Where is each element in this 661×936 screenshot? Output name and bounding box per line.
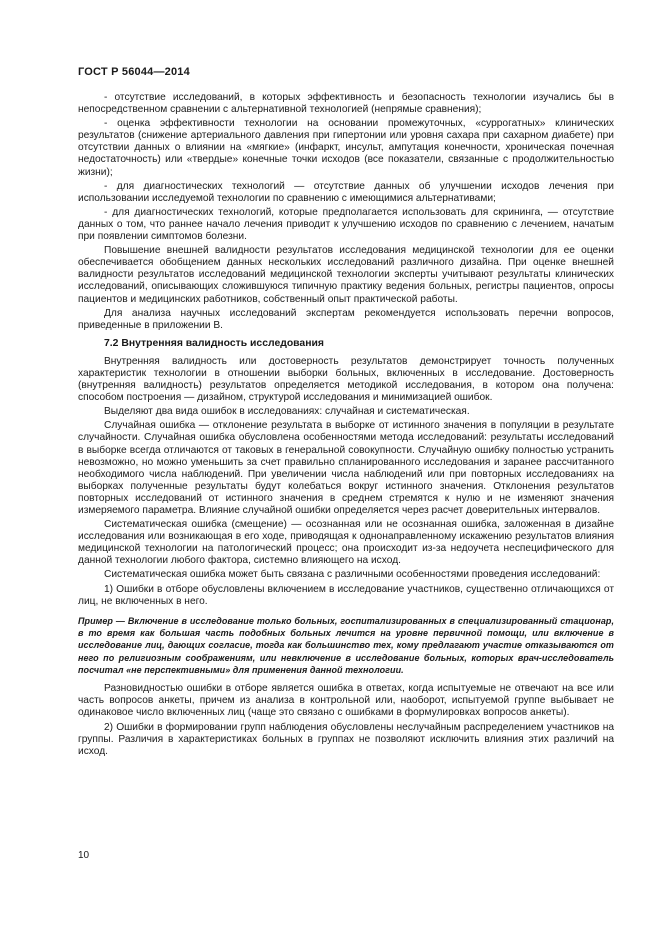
paragraph: - отсутствие исследований, в которых эффективность и безопасность технологии изучались бы в непосредственном сравнении с альтернативной технологией (непрямые сравнения); [78, 92, 614, 116]
paragraph: - для диагностических технологий, которые предполагается использовать для скрининга, — отсутствие данных о том, что раннее начало лечения приводит к улучшению исходов по сравнению с лечением, начатым при появлении симптомов болезни. [78, 206, 614, 243]
paragraph: 1) Ошибки в отборе обусловлены включением в исследование участников, существенно отличающихся от лиц, не включенных в него. [78, 583, 614, 607]
paragraph: Выделяют два вида ошибок в исследованиях: случайная и систематическая. [104, 406, 470, 418]
paragraph: Случайная ошибка — отклонение результата в выборке от истинного значения в популяции в результате случайности. Случайная ошибка обусловлена особенностями метода исследований: результаты исследований в выборке всегда отличаются от таковых в генеральной совокупности. Случайную ошибку полностью устранить невозможно, но можно уменьшить за счет правильно спланированного исследования и заранее рассчитанного необходимого числа наблюдений. При увеличении числа наблюдений или при повторных исследованиях на выборках полученные результаты будут колебаться вокруг истинного значения. Отклонения результатов повторных исследований от истинного значения в среднем стремятся к нулю и не изменяют значения измеряемого параметра. Влияние случайной ошибки определяется через расчет доверительных интервалов. [78, 420, 614, 516]
paragraph: Повышение внешней валидности результатов исследования медицинской технологии для ее оценки обеспечивается обобщением данных нескольких исследований различного дизайна. При оценке внешней валидности результатов исследований медицинской технологии эксперты учитывают результаты клинических исследований, описывающих сложившуюся типичную практику ведения больных, регистры пациентов, опросы пациентов и медицинских работников, собственный опыт практической работы. [78, 245, 614, 305]
document-body [78, 92, 614, 760]
document-header: ГОСТ Р 56044—2014 [78, 66, 190, 78]
paragraph: Систематическая ошибка (смещение) — осознанная или не осознанная ошибка, заложенная в дизайне исследования или возникающая в его ходе, приводящая к однонаправленному искажению результатов влияния медицинской технологии на патологический процесс; она происходит из-за недоучета неспецифического для данной технологии любого фактора, системно влияющего на исход. [78, 519, 614, 567]
paragraph: Для анализа научных исследований экспертам рекомендуется использовать перечни вопросов, приведенные в приложении В. [78, 307, 614, 331]
paragraph: Разновидностью ошибки в отборе является ошибка в ответах, когда испытуемые не отвечают на все или часть вопросов анкеты, причем из анализа в контрольной или, наоборот, испытуемой группе выбывает не одинаковое число включенных лиц (чаще это связано с ошибками в формулировках вопросов анкеты). [78, 683, 614, 719]
example-note [78, 615, 614, 676]
example-text: Включение в исследование только больных, госпитализированных в специализированный стационар, в то время как большая часть подобных больных лечится на уровне первичной помощи, или включение в исследование лиц, дающих согласие, тогда как большинство тех, кому предлагают участие отказываются от него по религиозным соображениям, или невключение в исследование больных, которых врач-исследователь посчитал «не перспективными» для применения данной технологии. [78, 615, 614, 675]
example-lead: Пример — [78, 615, 125, 626]
paragraph: - оценка эффективности технологии на основании промежуточных, «суррогатных» клинических результатов (снижение артериального давления при гипертонии или уровня сахара при сахарном диабете) при отсутствии данных о влиянии на «мягкие» (инфаркт, инсульт, ампутация конечности, хроническая почечная недостаточность) или «твердые» конечные точки исходов (все показатели, связанные с продолжительностью жизни); [78, 118, 614, 178]
paragraph: - для диагностических технологий — отсутствие данных об улучшении исходов лечения при использовании исследуемой технологии по сравнению с имеющимися альтернативами; [78, 180, 614, 204]
section-heading: 7.2 Внутренняя валидность исследования [104, 337, 324, 349]
paragraph: 2) Ошибки в формировании групп наблюдения обусловлены неслучайным распределением участников на группы. Различия в характеристиках больных в группах не позволяют исключить влияния этих различий на исход. [78, 721, 614, 757]
paragraph: Систематическая ошибка может быть связана с различными особенностями проведения исследований: [104, 569, 601, 581]
paragraph: Внутренняя валидность или достоверность результатов демонстрирует точность полученных характеристик технологии в отношении выборки больных, включенных в исследование. Достоверность (внутренняя валидность) результатов определяется методикой исследования, в котором она получена: способом построения — дизайном, структурой исследования и минимизацией ошибок. [78, 355, 614, 404]
page-number: 10 [78, 850, 90, 861]
